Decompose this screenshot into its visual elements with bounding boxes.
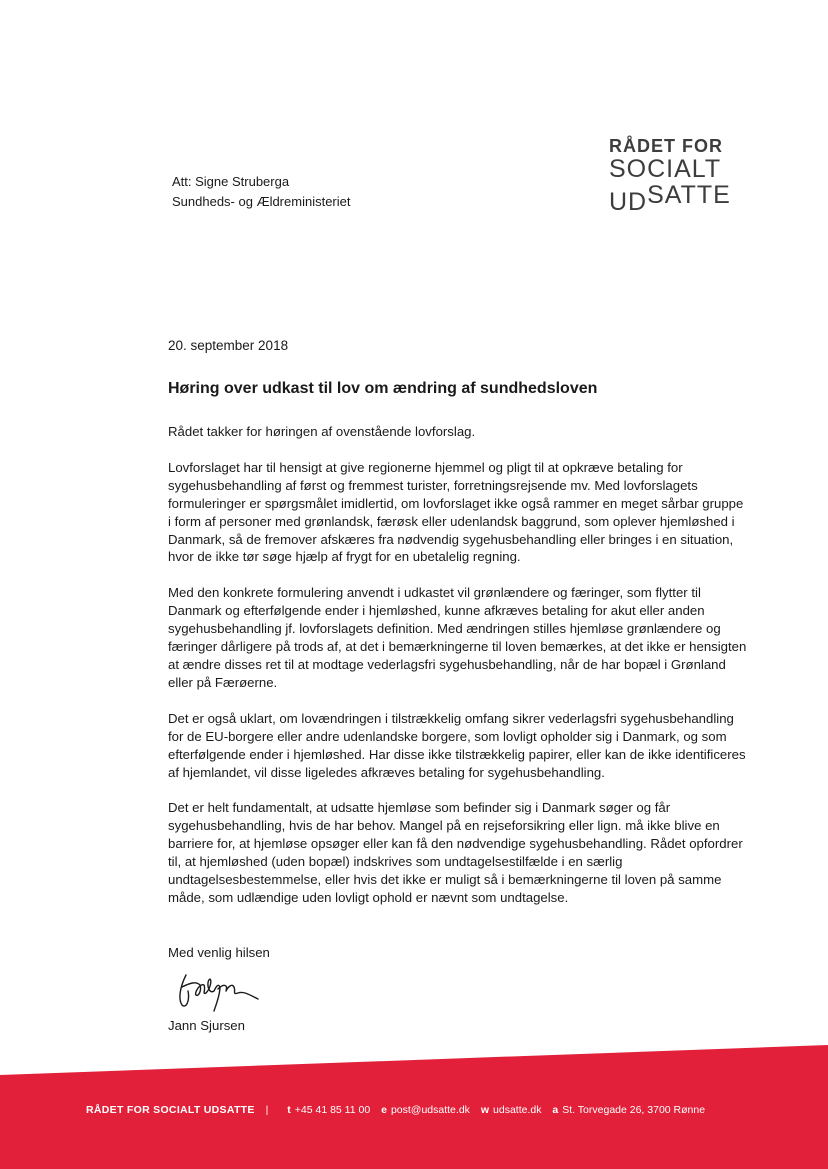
closing-greeting: Med venlig hilsen: [168, 945, 270, 960]
footer-website[interactable]: udsatte.dk: [493, 1104, 542, 1116]
handwritten-signature: [172, 965, 272, 1015]
footer-phone: +45 41 85 11 00: [294, 1104, 371, 1116]
logo-ud: UD: [609, 188, 648, 216]
footer-address: St. Torvegade 26, 3700 Rønne: [562, 1104, 706, 1116]
footer-contact-line: [86, 1104, 705, 1116]
footer-email[interactable]: post@udsatte.dk: [390, 1104, 470, 1116]
organization-logo: [609, 136, 731, 216]
paragraph: Lovforslaget har til hensigt at give regionerne hjemmel og pligt til at opkræve betaling for sygehusbehandling af først og fremmest turister, forretningsrejsende mv. Med lovforslagets formuleringer er spørgsmålet imidlertid, om lovforslaget ikke også rammer en meget sårbar gruppe i form af personer med grønlandsk, færøsk eller udenlandsk baggrund, som oplever hjemløshed i Danmark, så de fremover afskæres fra nødvendig sygehusbehandling eller bringes i en situation, hvor de ikke tør søge hjælp af frygt for en ubetalelig regning.: [168, 459, 744, 565]
letter-body: [168, 423, 748, 925]
logo-line-2: SOCIALT: [609, 155, 722, 183]
letter-date: 20. september 2018: [168, 338, 289, 353]
footer-email-label: e: [381, 1104, 387, 1116]
footer-separator: |: [265, 1104, 269, 1116]
footer-web-label: w: [480, 1104, 490, 1116]
footer-phone-label: t: [287, 1104, 291, 1116]
recipient-block: [172, 172, 350, 212]
footer-brand: RÅDET FOR SOCIALT UDSATTE: [86, 1104, 255, 1116]
signer-name: Jann Sjursen: [168, 1018, 245, 1033]
recipient-att: Att: Signe Struberga: [172, 174, 290, 189]
paragraph: Det er også uklart, om lovændringen i tilstrækkelig omfang sikrer vederlagsfri sygehusbehandling for de EU-borgere eller andre udenlandske borgere, som lovligt opholder sig i Danmark, og som efterfølgende ender i hjemløshed. Har disse ikke tilstrækkelig papirer, eller kan de ikke identificeres af hjemlandet, vil disse ligeledes afkræves betaling for sygehusbehandling.: [168, 710, 746, 780]
paragraph: Det er helt fundamentalt, at udsatte hjemløse som befinder sig i Danmark søger og får sygehusbehandling, hvis de har behov. Mangel på en rejseforsikring eller lign. må ikke blive en barriere for, at hjemløse opsøger eller kan få den nødvendige sygehusbehandling. Rådet opfordrer til, at hjemløshed (uden bopæl) indskrives som undtagelsestilfælde i en særlig undtagelsesbestemmelse, eller hvis det ikke er muligt så i bemærkningerne til loven på samme måde, som udlændige uden lovligt ophold er nævnt som undtagelse.: [168, 800, 743, 905]
logo-satte: SATTE: [647, 181, 731, 209]
logo-line-3: [609, 181, 731, 216]
paragraph: Med den konkrete formulering anvendt i udkastet vil grønlændere og færinger, som flytter til Danmark og efterfølgende ender i hjemløshed, kunne afkræves betaling for akut eller anden sygehusbehandling jf. lovforslagets definition. Med ændringen stilles hjemløse grønlændere og færinger dårligere på trods af, at det i bemærkningerne til loven bemærkes, at det ikke er hensigten at ændre disses ret til at modtage vederlagsfri sygehusbehandling, når de har bopæl i Grønland eller på Færøerne.: [168, 585, 747, 690]
logo-line-1: RÅDET FOR: [609, 136, 723, 156]
paragraph: Rådet takker for høringen af ovenstående lovforslag.: [168, 424, 476, 439]
letter-title: Høring over udkast til lov om ændring af sundhedsloven: [168, 380, 598, 397]
recipient-ministry: Sundheds- og Ældreministeriet: [172, 194, 351, 209]
footer-address-label: a: [552, 1104, 559, 1116]
